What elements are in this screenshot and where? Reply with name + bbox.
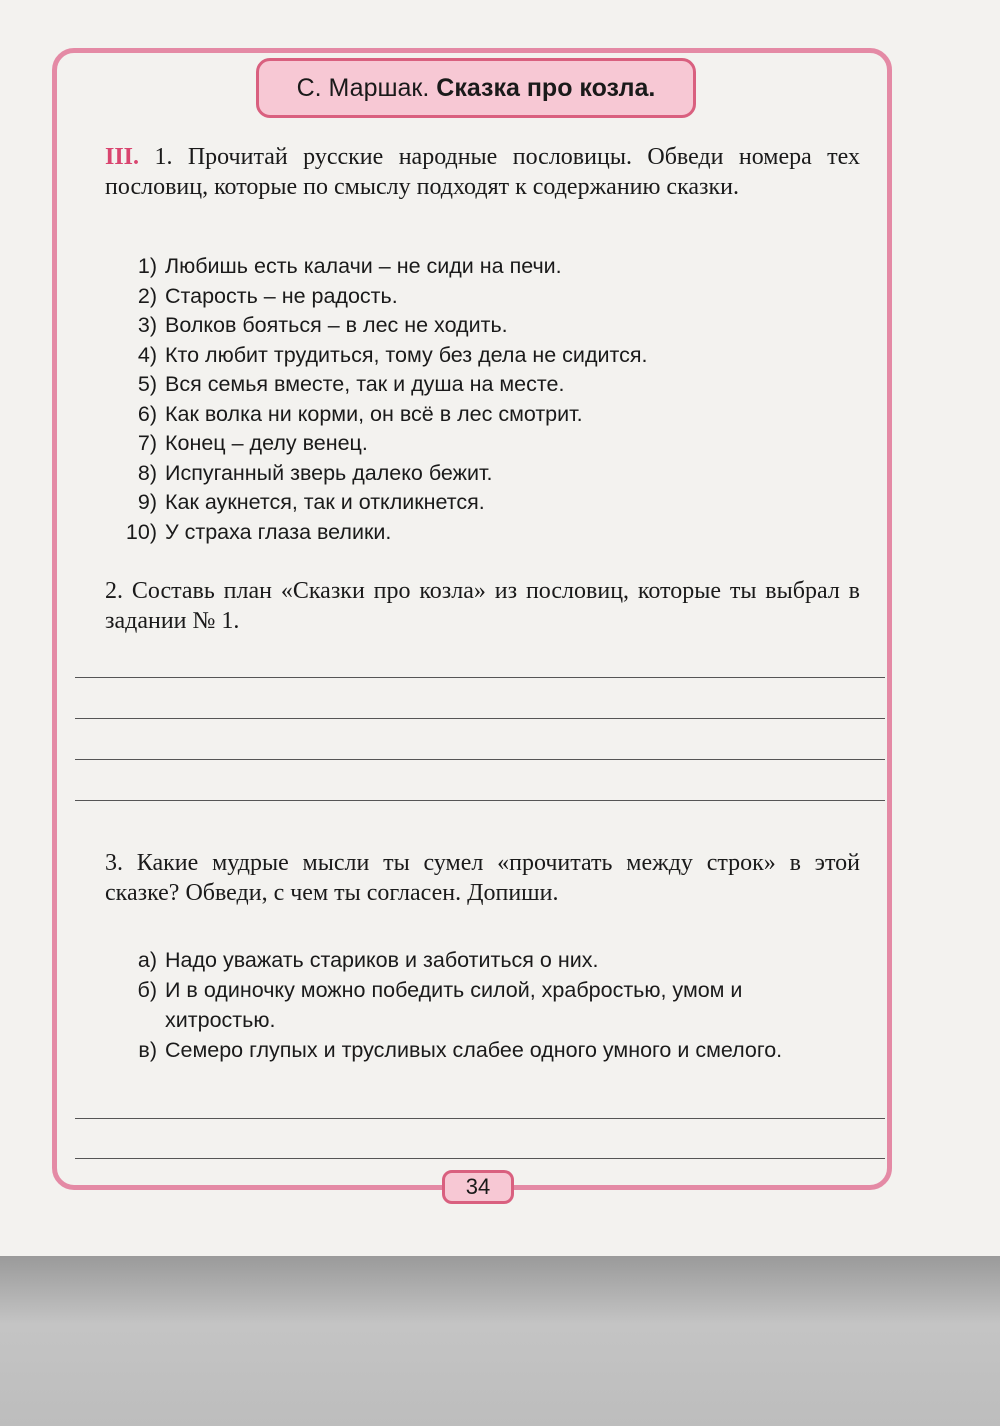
option-item[interactable] <box>105 975 865 1035</box>
option-number[interactable]: б) <box>137 978 157 1002</box>
task-1-instruction <box>105 142 860 202</box>
proverb-text: Конец – делу венец. <box>165 431 368 455</box>
proverb-number[interactable]: 10) <box>125 519 157 544</box>
page-number: 34 <box>442 1170 514 1204</box>
proverb-item[interactable] <box>105 311 865 341</box>
story-title: Сказка про козла. <box>436 74 656 102</box>
proverb-number[interactable]: 6) <box>137 401 157 426</box>
proverb-number[interactable]: 8) <box>137 460 157 485</box>
answer-line[interactable] <box>75 800 885 801</box>
proverb-text: Кто любит трудиться, тому без дела не сидится. <box>165 342 648 367</box>
proverb-item[interactable] <box>105 252 865 282</box>
proverb-item[interactable] <box>105 429 865 459</box>
scan-background <box>0 1256 1000 1426</box>
proverb-item[interactable] <box>105 370 865 400</box>
task-3-text: 3. Какие мудрые мысли ты сумел «прочитать между строк» в этой сказке? Обведи, с чем ты согласен. Допиши. <box>105 850 860 906</box>
option-text: Семеро глупых и трусливых слабее одного умного и смелого. <box>165 1038 783 1062</box>
proverb-text: Старость – не радость. <box>165 283 398 308</box>
proverb-item[interactable] <box>105 341 865 371</box>
proverb-text: Как волка ни корми, он всё в лес смотрит. <box>165 401 583 426</box>
proverb-item[interactable] <box>105 282 865 312</box>
option-item[interactable] <box>105 1035 865 1065</box>
proverb-text: У страха глаза велики. <box>165 519 392 544</box>
answer-line[interactable] <box>75 718 885 719</box>
proverb-item[interactable] <box>105 518 865 548</box>
proverb-number[interactable]: 9) <box>137 490 157 514</box>
proverbs-list <box>105 252 865 547</box>
option-text: И в одиночку можно победить силой, храбростью, умом и хитростью. <box>165 978 743 1032</box>
proverb-number[interactable]: 4) <box>137 342 157 367</box>
option-number[interactable]: в) <box>138 1038 157 1062</box>
answer-line[interactable] <box>75 677 885 678</box>
proverb-text: Испуганный зверь далеко бежит. <box>165 460 493 485</box>
options-list <box>105 945 865 1065</box>
author-name: С. Маршак. <box>296 74 430 102</box>
proverb-text: Любишь есть калачи – не сиди на печи. <box>165 254 562 278</box>
task-2-instruction <box>105 576 860 636</box>
answer-line[interactable] <box>75 1158 885 1159</box>
answer-line[interactable] <box>75 1118 885 1119</box>
lesson-title <box>256 58 696 118</box>
proverb-item[interactable] <box>105 459 865 489</box>
proverb-item[interactable] <box>105 488 865 518</box>
proverb-item[interactable] <box>105 400 865 430</box>
task-2-text: 2. Составь план «Сказки про козла» из пословиц, которые ты выбрал в задании № 1. <box>105 578 860 634</box>
proverb-number[interactable]: 5) <box>137 372 157 396</box>
proverb-number[interactable]: 7) <box>137 431 157 455</box>
section-number: III. <box>105 144 140 170</box>
proverb-number[interactable]: 2) <box>137 283 157 308</box>
task-3-instruction <box>105 848 860 908</box>
proverb-text: Как аукнется, так и откликнется. <box>165 490 485 514</box>
option-text: Надо уважать стариков и заботиться о них. <box>165 948 599 972</box>
answer-line[interactable] <box>75 759 885 760</box>
proverb-text: Волков бояться – в лес не ходить. <box>165 313 508 337</box>
proverb-number[interactable]: 3) <box>137 313 157 337</box>
proverb-number[interactable]: 1) <box>137 254 157 278</box>
option-number[interactable]: а) <box>137 948 157 972</box>
proverb-text: Вся семья вместе, так и душа на месте. <box>165 372 565 396</box>
task-1-text: 1. Прочитай русские народные пословицы. Обведи номера тех пословиц, которые по смыслу подходят к содержанию сказки. <box>105 144 860 200</box>
option-item[interactable] <box>105 945 865 975</box>
